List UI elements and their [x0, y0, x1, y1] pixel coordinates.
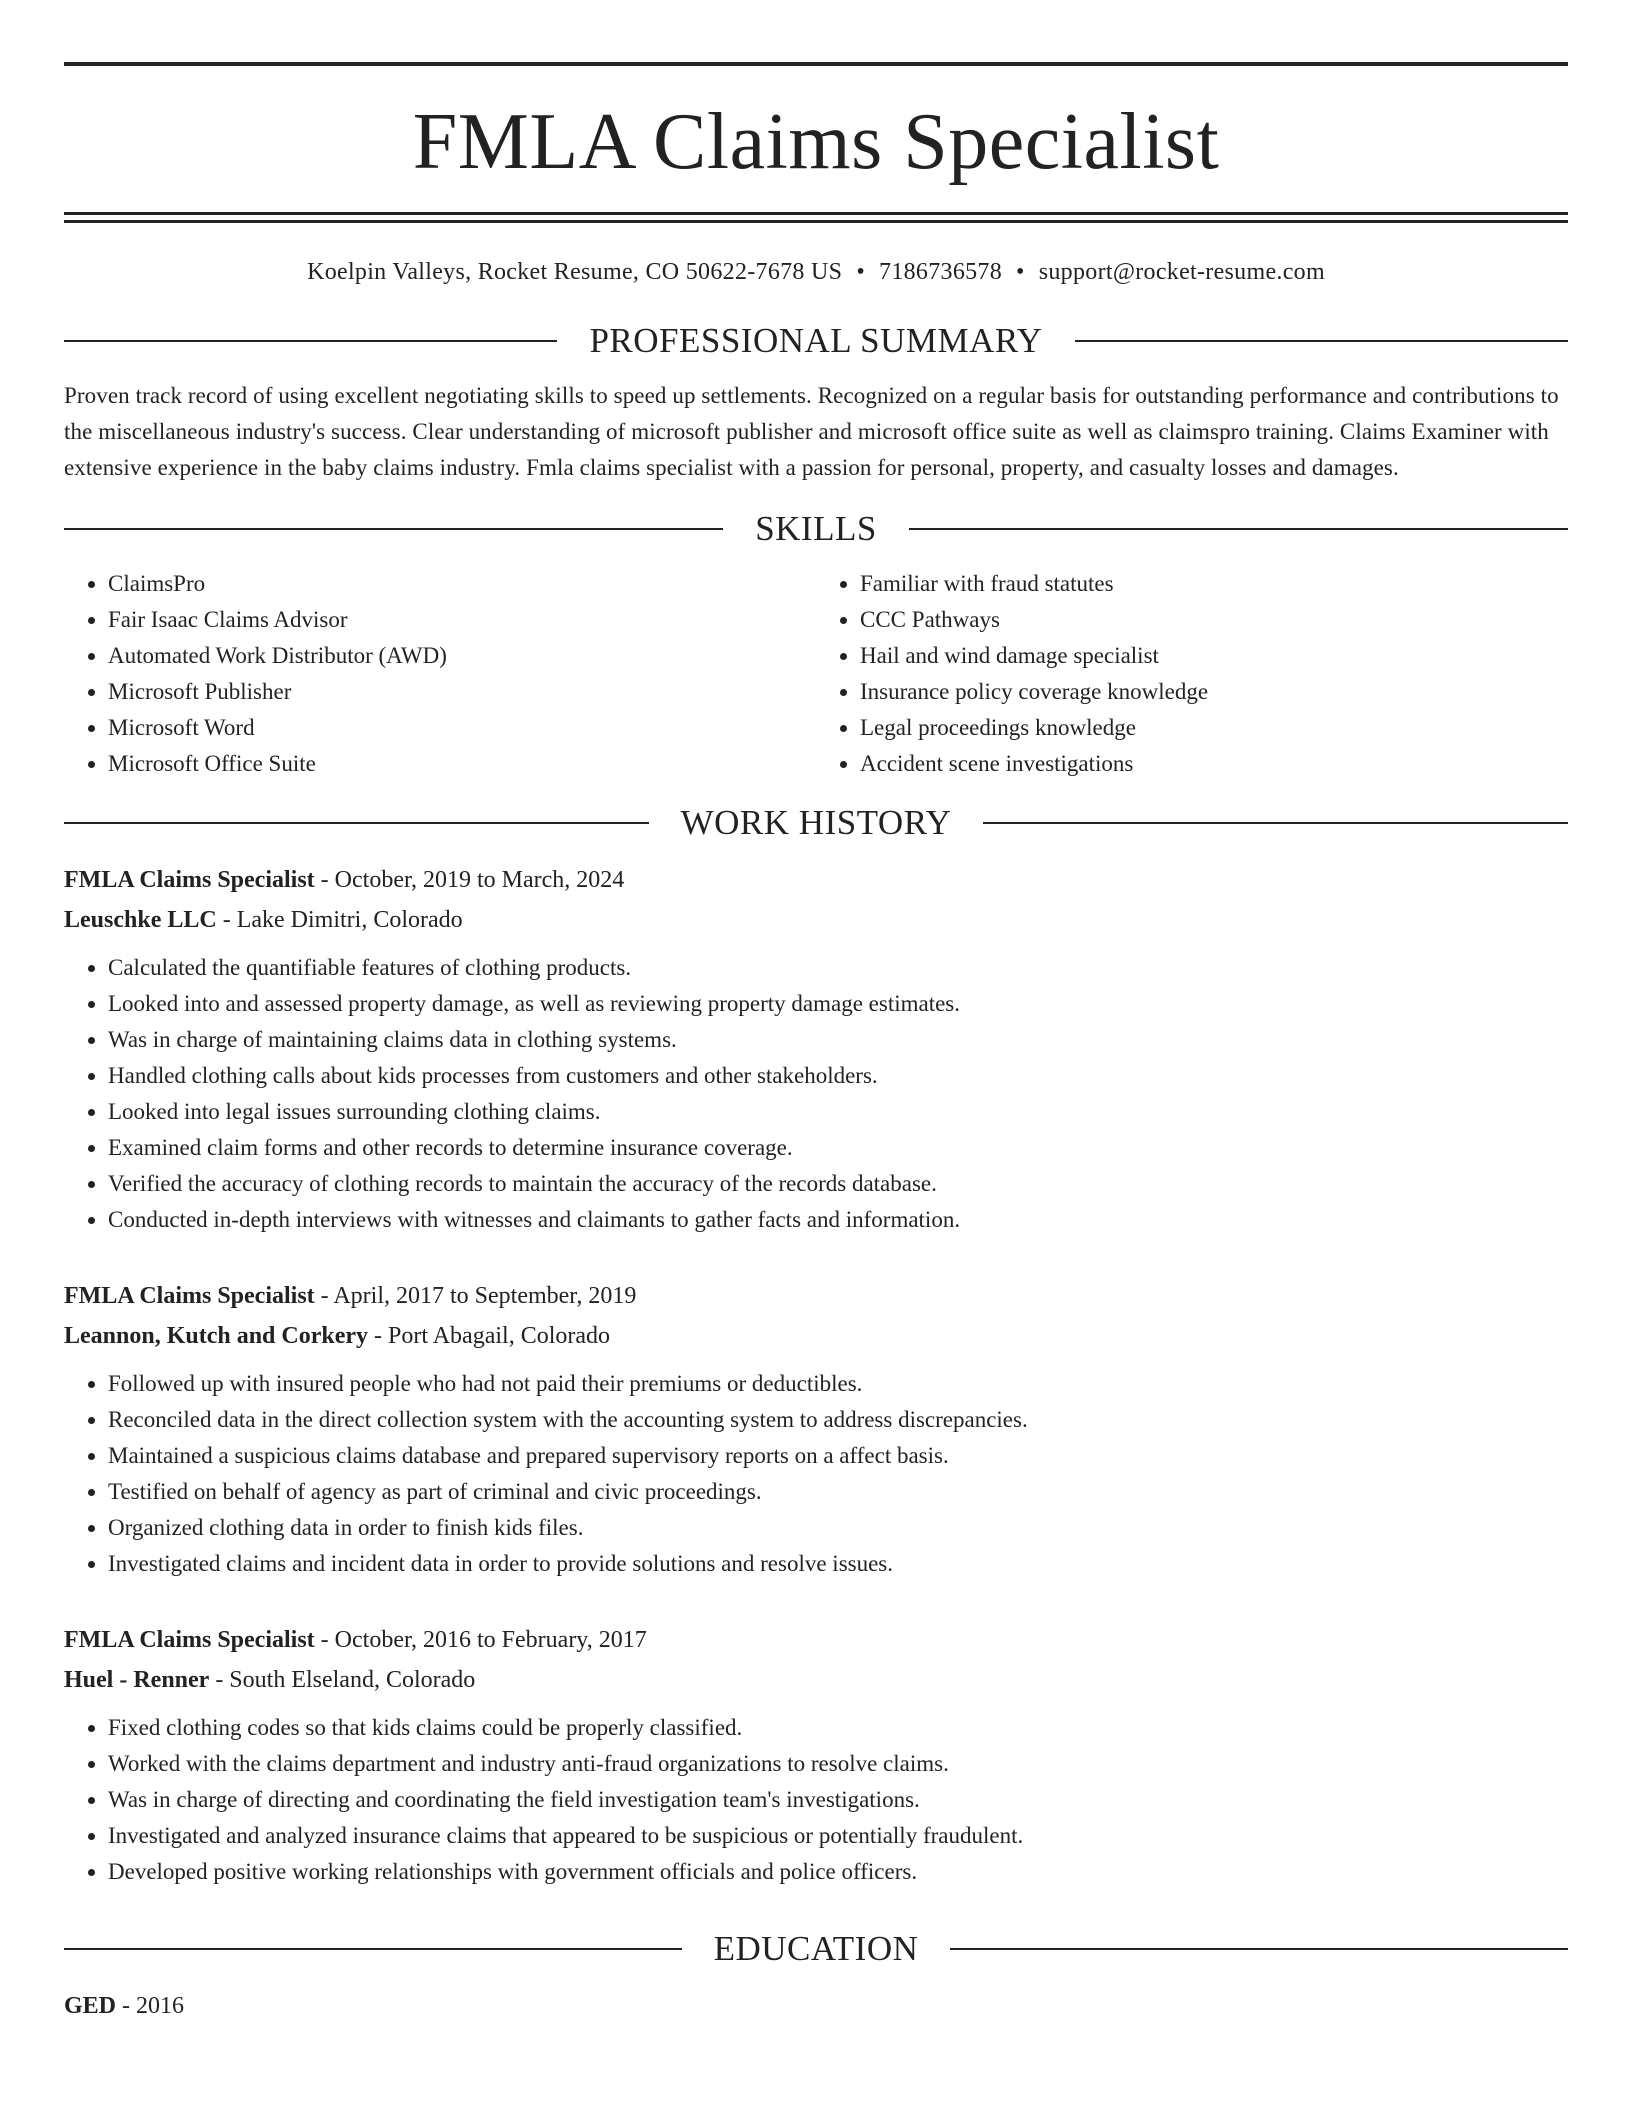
- job-dates: - April, 2017 to September, 2019: [314, 1283, 637, 1309]
- skill-item: • Microsoft Publisher: [108, 674, 816, 710]
- job-bullet: • Fixed clothing codes so that kids claims could be properly classified.: [108, 1710, 1568, 1746]
- job-bullet: • Handled clothing calls about kids processes from customers and other stakeholders.: [108, 1058, 1568, 1094]
- job-location: - Lake Dimitri, Colorado: [216, 907, 463, 933]
- job-bullet: • Investigated and analyzed insurance claims that appeared to be suspicious or potentially fraudulent.: [108, 1818, 1568, 1854]
- skill-item: • Fair Isaac Claims Advisor: [108, 602, 816, 638]
- job-role: FMLA Claims Specialist: [64, 1627, 315, 1653]
- section-title-work: WORK HISTORY: [680, 803, 952, 842]
- contact-separator: •: [856, 259, 866, 285]
- job-bullet: • Looked into and assessed property damage, as well as reviewing property damage estimates.: [108, 986, 1568, 1022]
- heading-rule-left: [64, 1948, 682, 1950]
- job-bullet: • Maintained a suspicious claims database and prepared supervisory reports on a affect basis.: [108, 1438, 1568, 1474]
- skills-list: [64, 566, 1568, 782]
- skill-item: • Legal proceedings knowledge: [860, 710, 1568, 746]
- job-title-line: [64, 1276, 1568, 1316]
- skills-column-left: [64, 566, 816, 782]
- job-bullet: • Conducted in-depth interviews with witnesses and claimants to gather facts and information.: [108, 1202, 1568, 1238]
- heading-rule-left: [64, 340, 557, 342]
- heading-rule-right: [950, 1948, 1568, 1950]
- skill-item: • Accident scene investigations: [860, 746, 1568, 782]
- contact-line: [64, 259, 1568, 286]
- job-company: Leannon, Kutch and Corkery: [64, 1323, 369, 1349]
- contact-separator: •: [1016, 259, 1025, 285]
- title-double-rule: [64, 212, 1568, 223]
- skill-item: • Microsoft Word: [108, 710, 816, 746]
- job-bullet: • Calculated the quantifiable features of clothing products.: [108, 950, 1568, 986]
- contact-address: Koelpin Valleys, Rocket Resume, CO 50622-7678 US: [307, 259, 843, 285]
- job-bullets: [64, 1366, 1568, 1582]
- section-title-summary: PROFESSIONAL SUMMARY: [589, 321, 1043, 360]
- job-entry: [64, 1620, 1568, 1890]
- job-bullet: • Followed up with insured people who had not paid their premiums or deductibles.: [108, 1366, 1568, 1402]
- skill-item: • Microsoft Office Suite: [108, 746, 816, 782]
- section-heading-work: [64, 802, 1568, 844]
- heading-rule-right: [983, 822, 1568, 824]
- job-company: Huel - Renner: [64, 1667, 210, 1693]
- skills-column-right: [816, 566, 1568, 782]
- job-bullets: [64, 1710, 1568, 1890]
- page-title: FMLA Claims Specialist: [412, 98, 1220, 186]
- job-location: - South Elseland, Colorado: [209, 1667, 476, 1693]
- skill-item: • CCC Pathways: [860, 602, 1568, 638]
- skill-item: • Insurance policy coverage knowledge: [860, 674, 1568, 710]
- job-entry: [64, 860, 1568, 1238]
- job-bullet: • Looked into legal issues surrounding clothing claims.: [108, 1094, 1568, 1130]
- job-bullet: • Was in charge of directing and coordinating the field investigation team's investigations.: [108, 1782, 1568, 1818]
- section-heading-education: [64, 1928, 1568, 1970]
- education-entry: [64, 1986, 1568, 2026]
- heading-rule-right: [1075, 340, 1568, 342]
- skill-item: • ClaimsPro: [108, 566, 816, 602]
- heading-rule-left: [64, 528, 723, 530]
- job-title-line: [64, 860, 1568, 900]
- job-title-line: [64, 1620, 1568, 1660]
- heading-rule-left: [64, 822, 649, 824]
- section-title-education: EDUCATION: [713, 1929, 919, 1968]
- job-bullet: • Investigated claims and incident data in order to provide solutions and resolve issues.: [108, 1546, 1568, 1582]
- job-company: Leuschke LLC: [64, 907, 217, 933]
- summary-text: Proven track record of using excellent negotiating skills to speed up settlements. Recognized on a regular basis for outstanding performance and contributions to the miscellaneous industry's success. Clear understanding of microsoft publisher and microsoft office suite as well as claimspro training. Claims Examiner with extensive experience in the baby claims industry. Fmla claims specialist with a passion for personal, property, and casualty losses and damages.: [64, 383, 1559, 480]
- job-bullet: • Worked with the claims department and industry anti-fraud organizations to resolve claims.: [108, 1746, 1568, 1782]
- job-location: - Port Abagail, Colorado: [368, 1323, 611, 1349]
- job-bullet: • Testified on behalf of agency as part of criminal and civic proceedings.: [108, 1474, 1568, 1510]
- skill-item: • Hail and wind damage specialist: [860, 638, 1568, 674]
- job-dates: - October, 2019 to March, 2024: [314, 867, 625, 893]
- section-title-skills: SKILLS: [755, 509, 877, 548]
- job-dates: - October, 2016 to February, 2017: [314, 1627, 647, 1653]
- job-bullets: [64, 950, 1568, 1238]
- skill-item: • Familiar with fraud statutes: [860, 566, 1568, 602]
- job-bullet: • Examined claim forms and other records to determine insurance coverage.: [108, 1130, 1568, 1166]
- job-bullet: • Verified the accuracy of clothing records to maintain the accuracy of the records database.: [108, 1166, 1568, 1202]
- job-bullet: • Was in charge of maintaining claims data in clothing systems.: [108, 1022, 1568, 1058]
- skill-item: • Automated Work Distributor (AWD): [108, 638, 816, 674]
- section-heading-skills: [64, 508, 1568, 550]
- contact-email: support@rocket-resume.com: [1038, 259, 1325, 285]
- heading-rule-right: [909, 528, 1568, 530]
- resume-page: [64, 0, 1568, 2026]
- section-heading-summary: [64, 320, 1568, 362]
- contact-phone: 7186736578: [879, 259, 1003, 285]
- education-degree: GED: [64, 1993, 117, 2019]
- job-role: FMLA Claims Specialist: [64, 1283, 315, 1309]
- job-company-line: [64, 900, 1568, 940]
- job-role: FMLA Claims Specialist: [64, 867, 315, 893]
- education-year: - 2016: [116, 1993, 185, 2019]
- job-company-line: [64, 1660, 1568, 1700]
- job-bullet: • Reconciled data in the direct collection system with the accounting system to address discrepancies.: [108, 1402, 1568, 1438]
- job-bullet: • Developed positive working relationships with government officials and police officers.: [108, 1854, 1568, 1890]
- job-entry: [64, 1276, 1568, 1582]
- job-company-line: [64, 1316, 1568, 1356]
- job-bullet: • Organized clothing data in order to finish kids files.: [108, 1510, 1568, 1546]
